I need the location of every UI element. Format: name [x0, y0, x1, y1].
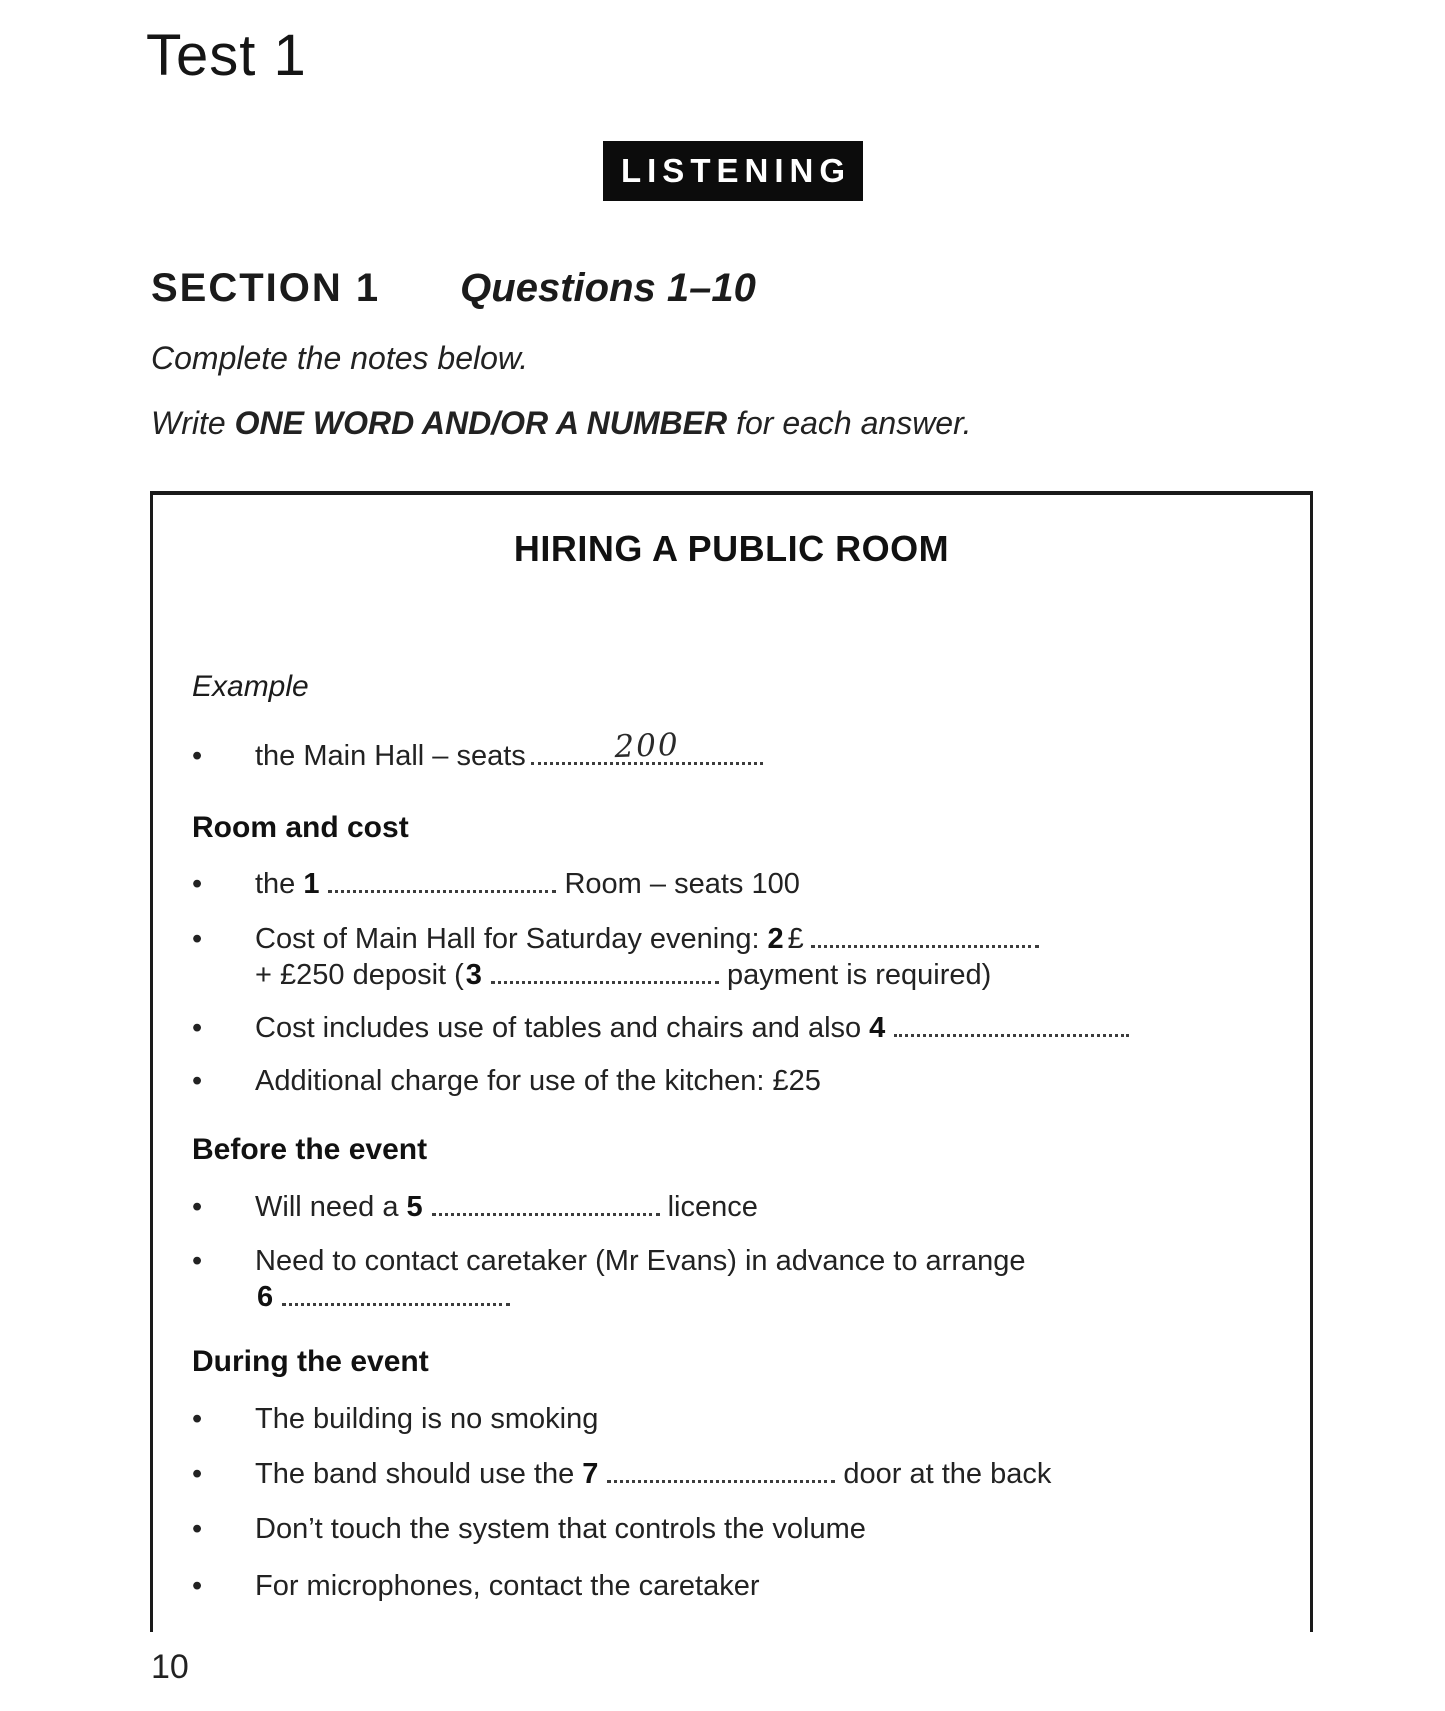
section-header-row — [151, 266, 756, 311]
q5-post: licence — [667, 1191, 758, 1223]
bullet-icon: • — [192, 1012, 203, 1044]
q2-currency: £ — [787, 923, 804, 955]
q5-pre: Will need a — [255, 1191, 399, 1223]
listening-banner-label: LISTENING — [620, 152, 851, 189]
bullet-icon: • — [192, 1403, 203, 1435]
question-7-row — [192, 1456, 1290, 1492]
q3-post: payment is required) — [726, 959, 992, 991]
page-number: 10 — [151, 1648, 189, 1686]
listening-banner — [603, 141, 863, 201]
kitchen-charge-text: Additional charge for use of the kitchen: £25 — [255, 1065, 821, 1097]
bullet-icon: • — [192, 1570, 203, 1602]
notes-box — [150, 491, 1313, 1632]
question-1-text — [255, 866, 1290, 902]
bullet-icon: • — [192, 1458, 203, 1490]
question-4-text — [255, 1010, 1290, 1046]
example-item-pre: the Main Hall – seats — [255, 740, 526, 772]
q5-number: 5 — [406, 1191, 423, 1223]
bullet-icon: • — [192, 1065, 203, 1097]
kitchen-charge-row — [192, 1063, 1290, 1099]
answer-blank-7 — [607, 1464, 835, 1483]
example-answer-blank — [531, 726, 763, 766]
q1-number: 1 — [303, 868, 320, 900]
answer-blank-4 — [894, 1018, 1129, 1037]
volume-warning-row — [192, 1511, 1290, 1547]
example-item-text — [255, 726, 1290, 774]
instruction-write-prefix: Write — [151, 405, 226, 441]
answer-blank-1 — [328, 874, 556, 893]
heading-room-and-cost: Room and cost — [192, 811, 409, 844]
microphones-text: For microphones, contact the caretaker — [255, 1570, 760, 1602]
no-smoking-row — [192, 1401, 1290, 1437]
answer-blank-6 — [282, 1287, 510, 1306]
answer-blank-5 — [432, 1197, 660, 1216]
answer-blank-2 — [811, 929, 1039, 948]
q1-pre: the — [255, 868, 296, 900]
no-smoking-text: The building is no smoking — [255, 1403, 599, 1435]
question-5-row — [192, 1189, 1290, 1225]
bullet-icon: • — [192, 740, 203, 772]
microphones-row — [192, 1568, 1290, 1604]
page-title: Test 1 — [146, 23, 307, 88]
example-item-row — [192, 726, 1290, 774]
q2-pre: Cost of Main Hall for Saturday evening: — [255, 923, 760, 955]
q4-number: 4 — [869, 1012, 886, 1044]
q1-post: Room – seats 100 — [564, 868, 800, 900]
q7-number: 7 — [582, 1458, 599, 1490]
example-label: Example — [192, 670, 309, 703]
bullet-icon: • — [192, 1245, 203, 1277]
notes-box-title: HIRING A PUBLIC ROOM — [513, 528, 950, 569]
q6-line1: Need to contact caretaker (Mr Evans) in advance to arrange — [255, 1245, 1026, 1277]
question-4-row — [192, 1010, 1290, 1046]
question-7-text — [255, 1456, 1290, 1492]
q3-line — [255, 959, 991, 991]
question-6-row — [192, 1243, 1290, 1315]
instruction-write-bold: ONE WORD AND/OR A NUMBER — [234, 405, 728, 441]
question-2-3-text — [255, 921, 1290, 993]
bullet-icon: • — [192, 1513, 203, 1545]
q3-number: 3 — [465, 959, 482, 991]
instruction-write-suffix: for each answer. — [736, 405, 972, 441]
question-1-row — [192, 866, 1290, 902]
answer-blank-3 — [491, 965, 719, 984]
bullet-icon: • — [192, 1191, 203, 1223]
questions-range: Questions 1–10 — [460, 266, 756, 310]
instruction-write-answer — [151, 405, 971, 442]
question-5-text — [255, 1189, 1290, 1225]
q2-line — [255, 923, 1047, 955]
bullet-icon: • — [192, 868, 203, 900]
heading-during-the-event: During the event — [192, 1345, 429, 1378]
heading-before-the-event: Before the event — [192, 1133, 428, 1166]
volume-warning-text: Don’t touch the system that controls the volume — [255, 1513, 866, 1545]
q6-number: 6 — [257, 1281, 274, 1313]
question-6-text — [255, 1243, 1290, 1315]
question-2-3-row — [192, 921, 1290, 993]
instruction-complete-notes: Complete the notes below. — [151, 340, 529, 376]
q4-pre: Cost includes use of tables and chairs and also — [255, 1012, 862, 1044]
section-heading: SECTION 1 — [151, 266, 381, 310]
bullet-icon: • — [192, 923, 203, 955]
q7-pre: The band should use the — [255, 1458, 575, 1490]
q6-line2 — [255, 1281, 518, 1313]
q7-post: door at the back — [843, 1458, 1052, 1490]
q3-pre: + £250 deposit ( — [255, 959, 464, 991]
example-answer: 200 — [613, 726, 681, 766]
q2-number: 2 — [767, 923, 784, 955]
